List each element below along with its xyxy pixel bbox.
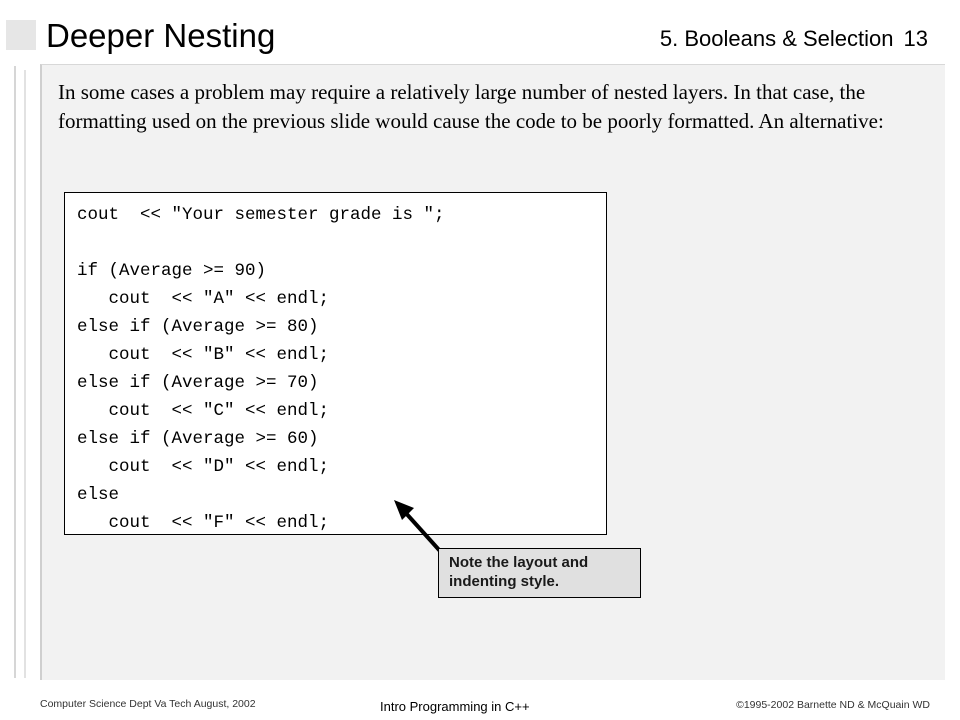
left-margin-rule-inner	[24, 70, 26, 678]
footer-department: Computer Science Dept Va Tech August, 2002	[40, 698, 256, 710]
section-label: 5. Booleans & Selection	[659, 26, 894, 51]
intro-paragraph: In some cases a problem may require a relatively large number of nested layers. In that case, the formatting used on the previous slide would cause the code to be poorly formatted. An alternative:	[58, 80, 884, 133]
code-line: cout << "B" << endl;	[77, 345, 330, 365]
corner-decoration	[6, 20, 36, 50]
code-line: cout << "Your semester grade is ";	[77, 205, 445, 225]
code-line: else if (Average >= 80)	[77, 317, 319, 337]
code-line: else	[77, 485, 120, 505]
code-line: else if (Average >= 70)	[77, 373, 319, 393]
note-callout: Note the layout and indenting style.	[438, 548, 641, 598]
code-line	[77, 229, 606, 257]
slide-number: 13	[903, 26, 928, 51]
left-margin-rule	[14, 66, 16, 678]
code-line: if (Average >= 90)	[77, 261, 267, 281]
code-block	[64, 192, 607, 535]
code-line: cout << "C" << endl;	[77, 401, 330, 421]
code-line: cout << "D" << endl;	[77, 457, 330, 477]
code-line: cout << "F" << endl;	[77, 513, 330, 533]
section-header	[660, 24, 928, 54]
footer-course: Intro Programming in C++	[380, 699, 530, 714]
slide-title: Deeper Nesting	[46, 17, 276, 54]
pointer-arrow-icon	[390, 495, 450, 555]
footer-copyright: ©1995-2002 Barnette ND & McQuain WD	[736, 699, 930, 711]
code-line: else if (Average >= 60)	[77, 429, 319, 449]
code-line: cout << "A" << endl;	[77, 289, 330, 309]
